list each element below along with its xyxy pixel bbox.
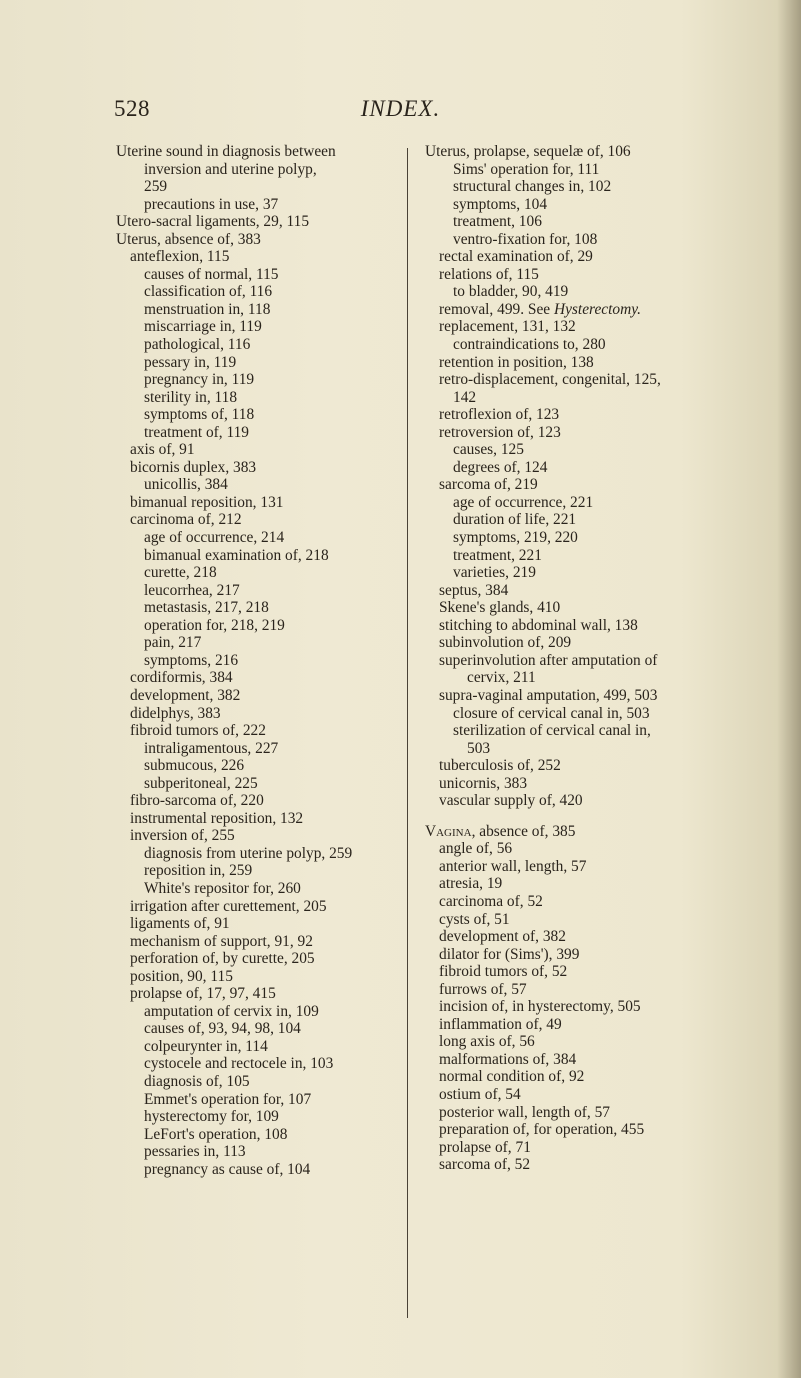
index-entry-text: dilator for (Sims'), 399: [439, 945, 580, 963]
index-entry-text: causes of normal, 115: [144, 265, 279, 283]
index-entry: [425, 511, 725, 529]
index-entry-text: pregnancy as cause of, 104: [144, 1160, 311, 1178]
index-entry-text: treatment, 106: [453, 213, 542, 231]
index-entry-text: curette, 218: [144, 564, 217, 582]
index-entry-text: position, 90, 115: [130, 967, 233, 985]
index-entry-text: treatment, 221: [453, 546, 542, 564]
index-entry-text: leucorrhea, 217: [144, 581, 240, 599]
index-entry: [116, 775, 406, 793]
index-entry: [425, 1139, 725, 1157]
index-entry-text: operation for, 218, 219: [144, 616, 285, 634]
index-entry: [425, 963, 725, 981]
index-entry: [116, 1161, 406, 1179]
index-entry: [116, 406, 406, 424]
index-column-left: [116, 143, 406, 1178]
index-entry: [116, 1126, 406, 1144]
index-entry: [116, 915, 406, 933]
index-entry: [116, 178, 406, 196]
index-entry: [425, 266, 725, 284]
index-entry: [116, 1108, 406, 1126]
index-entry: [425, 1121, 725, 1139]
index-entry: [425, 757, 725, 775]
index-entry-text: miscarriage in, 119: [144, 318, 262, 336]
index-entry: [116, 599, 406, 617]
index-entry-text: vascular supply of, 420: [439, 792, 583, 810]
index-cross-reference: Hysterectomy.: [553, 300, 642, 318]
index-entry: [116, 389, 406, 407]
index-entry-text: metastasis, 217, 218: [144, 599, 269, 617]
index-entry-text: Vagina: [425, 822, 472, 840]
index-entry: [425, 599, 725, 617]
index-entry-text: carcinoma of, 212: [130, 511, 242, 529]
index-entry: [116, 898, 406, 916]
index-entry-text: classification of, 116: [144, 283, 273, 301]
index-entry: [116, 161, 406, 179]
index-entry-text: stitching to abdominal wall, 138: [439, 616, 638, 634]
index-entry-text: rectal examination of, 29: [439, 248, 593, 266]
index-entry-text: incision of, in hysterectomy, 505: [439, 998, 641, 1016]
index-entry-text: atresia, 19: [439, 875, 503, 893]
index-entry-text: superinvolution after amputation of: [439, 651, 658, 669]
index-entry-text: relations of, 115: [439, 265, 539, 283]
index-entry-text: cordiformis, 384: [130, 669, 233, 687]
index-entry-text: subperitoneal, 225: [144, 774, 258, 792]
index-entry-text: unicollis, 384: [144, 476, 228, 494]
index-entry: [116, 827, 406, 845]
index-entry: [425, 354, 725, 372]
index-entry-text: diagnosis of, 105: [144, 1072, 250, 1090]
index-entry: [116, 336, 406, 354]
index-entry: [425, 564, 725, 582]
index-entry-text: cystocele and rectocele in, 103: [144, 1055, 334, 1073]
index-entry-text: sterility in, 118: [144, 388, 238, 406]
index-entry-text: retro-displacement, congenital, 125,: [439, 371, 661, 389]
index-entry-text: cervix, 211: [467, 669, 536, 687]
index-entry-text: colpeurynter in, 114: [144, 1037, 268, 1055]
index-entry: [425, 634, 725, 652]
index-entry: [425, 1068, 725, 1086]
index-entry-text: symptoms, 216: [144, 651, 239, 669]
index-entry: [425, 998, 725, 1016]
index-entry-text: sarcoma of, 52: [439, 1156, 531, 1174]
index-entry-text: Utero-sacral ligaments, 29, 115: [116, 213, 310, 231]
index-entry-text: to bladder, 90, 419: [453, 283, 569, 301]
index-entry: [425, 928, 725, 946]
index-entry-text: prolapse of, 71: [439, 1138, 531, 1156]
index-entry-text: normal condition of, 92: [439, 1068, 585, 1086]
index-entry-text: pain, 217: [144, 634, 202, 652]
index-entry-text: retroflexion of, 123: [439, 406, 560, 424]
index-entry-text: furrows of, 57: [439, 980, 527, 998]
index-entry-text: septus, 384: [439, 581, 509, 599]
index-entry: [116, 371, 406, 389]
index-entry: [116, 248, 406, 266]
index-entry: [116, 669, 406, 687]
index-entry-text: tuberculosis of, 252: [439, 757, 561, 775]
index-entry: [116, 845, 406, 863]
index-entry-text: unicornis, 383: [439, 774, 528, 792]
index-entry: [116, 757, 406, 775]
running-head: INDEX.: [360, 96, 441, 121]
index-entry: [425, 371, 725, 389]
index-entry: [425, 911, 725, 929]
index-entry: [116, 880, 406, 898]
index-entry-text: long axis of, 56: [439, 1033, 535, 1051]
index-entry-tail: , absence of, 385: [471, 822, 576, 840]
index-entry-text: 259: [144, 178, 168, 196]
index-entry-text: amputation of cervix in, 109: [144, 1002, 319, 1020]
index-entry-text: LeFort's operation, 108: [144, 1125, 288, 1143]
index-entry: [116, 459, 406, 477]
index-entry: [425, 178, 725, 196]
index-entry: [425, 669, 725, 687]
index-entry: [425, 1016, 725, 1034]
index-entry: [425, 1033, 725, 1051]
index-entry-text: pregnancy in, 119: [144, 371, 255, 389]
index-entry: [116, 547, 406, 565]
index-entry-text: pathological, 116: [144, 336, 251, 354]
index-entry-text: ligaments of, 91: [130, 915, 230, 933]
index-entry: [116, 687, 406, 705]
index-entry-text: varieties, 219: [453, 564, 536, 582]
index-entry-text: inversion and uterine polyp,: [144, 160, 317, 178]
index-entry: [425, 687, 725, 705]
index-entry-text: pessary in, 119: [144, 353, 237, 371]
index-entry: [425, 823, 725, 841]
index-entry: [425, 875, 725, 893]
index-entry-text: White's repositor for, 260: [144, 879, 301, 897]
index-entry: [425, 476, 725, 494]
index-entry: [116, 950, 406, 968]
index-entry-text: development, 382: [130, 686, 241, 704]
index-entry: [116, 740, 406, 758]
index-entry: [425, 893, 725, 911]
index-entry-text: bicornis duplex, 383: [130, 458, 257, 476]
index-entry-text: menstruation in, 118: [144, 300, 271, 318]
index-entry-text: anteflexion, 115: [130, 248, 230, 266]
index-entry: [425, 494, 725, 512]
index-entry-text: contraindications to, 280: [453, 336, 606, 354]
index-entry: [116, 1020, 406, 1038]
index-entry: [425, 283, 725, 301]
index-entry: [116, 1003, 406, 1021]
index-entry-text: Emmet's operation for, 107: [144, 1090, 312, 1108]
index-entry: [116, 196, 406, 214]
index-entry: [116, 283, 406, 301]
index-entry: [425, 547, 725, 565]
index-entry-text: fibroid tumors of, 222: [130, 722, 266, 740]
index-entry-text: intraligamentous, 227: [144, 739, 279, 757]
index-entry-text: causes, 125: [453, 441, 524, 459]
index-entry: [425, 582, 725, 600]
index-entry-text: Sims' operation for, 111: [453, 160, 600, 178]
index-entry-text: diagnosis from uterine polyp, 259: [144, 844, 353, 862]
index-entry-text: cysts of, 51: [439, 910, 510, 928]
page-number: 528: [114, 96, 150, 121]
index-entry-text: precautions in use, 37: [144, 195, 279, 213]
index-entry-text: age of occurrence, 221: [453, 493, 594, 511]
index-entry-text: ventro-fixation for, 108: [453, 230, 598, 248]
index-entry-text: duration of life, 221: [453, 511, 577, 529]
index-entry-text: retention in position, 138: [439, 353, 594, 371]
index-entry: [425, 722, 725, 740]
index-entry-text: instrumental reposition, 132: [130, 809, 304, 827]
index-entry-text: fibroid tumors of, 52: [439, 963, 568, 981]
index-entry-text: didelphys, 383: [130, 704, 221, 722]
index-entry-text: prolapse of, 17, 97, 415: [130, 985, 276, 1003]
index-entry-text: inversion of, 255: [130, 827, 235, 845]
index-entry: [425, 301, 725, 319]
index-entry: [116, 792, 406, 810]
index-entry-text: submucous, 226: [144, 757, 245, 775]
index-entry: [425, 529, 725, 547]
index-entry: [425, 652, 725, 670]
index-entry: [425, 617, 725, 635]
index-entry-text: hysterectomy for, 109: [144, 1108, 279, 1126]
index-entry: [116, 213, 406, 231]
index-entry: [116, 582, 406, 600]
column-divider: [407, 148, 408, 1318]
index-entry: [116, 1055, 406, 1073]
index-entry-text: supra-vaginal amputation, 499, 503: [439, 686, 658, 704]
index-entry: [116, 511, 406, 529]
index-entry-text: sterilization of cervical canal in,: [453, 722, 651, 740]
index-entry: [425, 424, 725, 442]
index-entry: [116, 441, 406, 459]
index-entry-text: structural changes in, 102: [453, 178, 612, 196]
index-entry: [116, 1038, 406, 1056]
index-entry-text: bimanual reposition, 131: [130, 493, 284, 511]
index-entry-text: Skene's glands, 410: [439, 599, 561, 617]
index-entry: [116, 231, 406, 249]
index-entry: [116, 143, 406, 161]
index-entry-text: symptoms, 219, 220: [453, 529, 578, 547]
index-entry: [116, 634, 406, 652]
index-entry: [425, 213, 725, 231]
index-entry: [425, 705, 725, 723]
index-entry: [116, 652, 406, 670]
index-entry: [425, 775, 725, 793]
index-entry: [116, 564, 406, 582]
index-entry-text: age of occurrence, 214: [144, 529, 285, 547]
index-entry-text: removal, 499. See: [439, 300, 551, 318]
index-entry: [116, 1091, 406, 1109]
index-entry-text: ostium of, 54: [439, 1085, 521, 1103]
index-entry: [116, 354, 406, 372]
section-gap: [425, 810, 725, 823]
index-entry: [425, 1156, 725, 1174]
index-entry: [425, 858, 725, 876]
index-column-right: [425, 143, 725, 1174]
index-entry: [425, 406, 725, 424]
index-entry-text: fibro-sarcoma of, 220: [130, 792, 264, 810]
index-entry-text: development of, 382: [439, 928, 566, 946]
index-entry-text: angle of, 56: [439, 840, 513, 858]
index-entry-text: pessaries in, 113: [144, 1143, 246, 1161]
index-entry: [425, 336, 725, 354]
index-entry: [116, 933, 406, 951]
index-entry-text: carcinoma of, 52: [439, 892, 543, 910]
index-entry: [425, 459, 725, 477]
index-entry: [425, 248, 725, 266]
page-header: [0, 96, 801, 130]
index-entry: [425, 143, 725, 161]
index-entry-text: anterior wall, length, 57: [439, 857, 587, 875]
index-entry: [425, 840, 725, 858]
index-entry-text: 503: [467, 739, 491, 757]
index-entry: [425, 389, 725, 407]
index-entry: [425, 318, 725, 336]
index-entry: [425, 1051, 725, 1069]
index-entry: [425, 946, 725, 964]
index-entry: [116, 705, 406, 723]
index-entry: [116, 266, 406, 284]
index-entry: [425, 231, 725, 249]
index-entry: [425, 740, 725, 758]
index-entry-text: replacement, 131, 132: [439, 318, 576, 336]
index-entry: [116, 1073, 406, 1091]
index-entry-text: symptoms of, 118: [144, 406, 255, 424]
index-entry-text: Uterus, prolapse, sequelæ of, 106: [425, 143, 631, 160]
index-entry: [116, 862, 406, 880]
index-entry-text: treatment of, 119: [144, 423, 249, 441]
index-entry: [116, 722, 406, 740]
index-entry-text: irrigation after curettement, 205: [130, 897, 327, 915]
index-entry-text: retroversion of, 123: [439, 423, 561, 441]
index-entry-text: axis of, 91: [130, 441, 195, 459]
index-entry: [116, 424, 406, 442]
index-entry: [425, 1086, 725, 1104]
index-entry: [116, 1143, 406, 1161]
index-entry-text: mechanism of support, 91, 92: [130, 932, 313, 950]
index-entry: [116, 617, 406, 635]
index-entry: [116, 968, 406, 986]
index-entry-text: preparation of, for operation, 455: [439, 1121, 645, 1139]
index-entry: [116, 301, 406, 319]
index-entry: [116, 810, 406, 828]
index-entry-text: subinvolution of, 209: [439, 634, 572, 652]
index-entry-text: reposition in, 259: [144, 862, 253, 880]
index-entry: [425, 981, 725, 999]
index-entry-text: Uterus, absence of, 383: [116, 230, 261, 248]
index-entry: [425, 792, 725, 810]
index-entry: [116, 529, 406, 547]
index-entry: [116, 494, 406, 512]
index-entry: [425, 1104, 725, 1122]
index-entry: [425, 161, 725, 179]
index-entry-text: inflammation of, 49: [439, 1015, 562, 1033]
index-entry: [116, 985, 406, 1003]
index-entry-text: degrees of, 124: [453, 458, 548, 476]
index-entry-text: causes of, 93, 94, 98, 104: [144, 1020, 301, 1038]
index-entry-text: perforation of, by curette, 205: [130, 950, 315, 968]
index-entry-text: closure of cervical canal in, 503: [453, 704, 650, 722]
index-entry: [425, 441, 725, 459]
index-entry-text: Uterine sound in diagnosis between: [116, 143, 336, 160]
index-entry: [425, 196, 725, 214]
index-entry-text: symptoms, 104: [453, 195, 548, 213]
index-entry-text: posterior wall, length of, 57: [439, 1103, 610, 1121]
index-entry-text: malformations of, 384: [439, 1050, 577, 1068]
index-entry: [116, 318, 406, 336]
index-entry-text: 142: [453, 388, 477, 406]
index-entry: [116, 476, 406, 494]
index-entry-text: sarcoma of, 219: [439, 476, 538, 494]
index-entry-text: bimanual examination of, 218: [144, 546, 329, 564]
